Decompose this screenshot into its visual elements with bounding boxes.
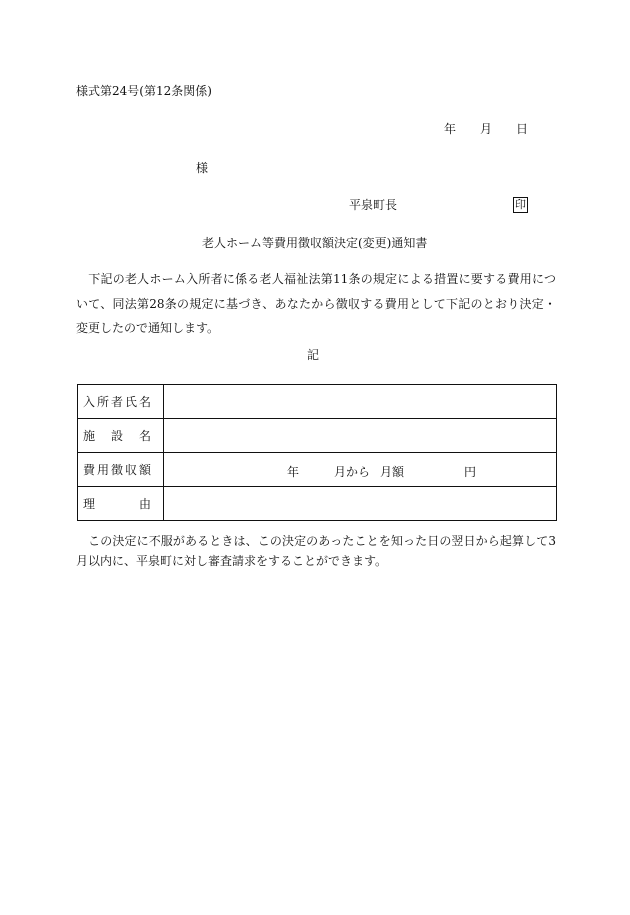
issuer-name: 平泉町長: [349, 198, 398, 212]
table-row: [78, 385, 557, 419]
fee-yen: 円: [464, 465, 477, 479]
value-facility-name[interactable]: [164, 419, 557, 453]
label-facility-name: 施 設 名: [78, 419, 164, 453]
value-fee-amount[interactable]: [164, 453, 557, 487]
date-month: 月: [480, 122, 493, 136]
label-reason: 理 由: [78, 487, 164, 521]
ki-label: 記: [307, 348, 320, 362]
details-table: [77, 384, 557, 521]
value-resident-name[interactable]: [164, 385, 557, 419]
table-row: [78, 487, 557, 521]
date-year: 年: [444, 122, 457, 136]
body-paragraph: 下記の老人ホーム入所者に係る老人福祉法第11条の規定による措置に要する費用について、同法第28条の規定に基づき、あなたから徴収する費用として下記のとおり決定・変更したので通知します。: [76, 272, 556, 335]
addressee-suffix: 様: [196, 161, 209, 175]
document-title: 老人ホーム等費用徴収額決定(変更)通知書: [202, 236, 428, 250]
form-number: 様式第24号(第12条関係): [76, 84, 212, 98]
table-row: [78, 419, 557, 453]
label-fee-amount: 費 用 徴 収 額: [78, 453, 164, 487]
fee-from: 月から: [334, 465, 371, 479]
fee-monthly: 月額: [380, 465, 405, 479]
table-row: [78, 453, 557, 487]
date-line: [444, 122, 528, 136]
seal-mark: 印: [515, 198, 526, 211]
value-reason[interactable]: [164, 487, 557, 521]
appeal-note: この決定に不服があるときは、この決定のあったことを知った日の翌日から起算して3月以内に、平泉町に対し審査請求をすることができます。: [76, 534, 556, 568]
fee-year: 年: [287, 465, 300, 479]
label-resident-name: 入 所 者 氏 名: [78, 385, 164, 419]
date-day: 日: [516, 122, 529, 136]
